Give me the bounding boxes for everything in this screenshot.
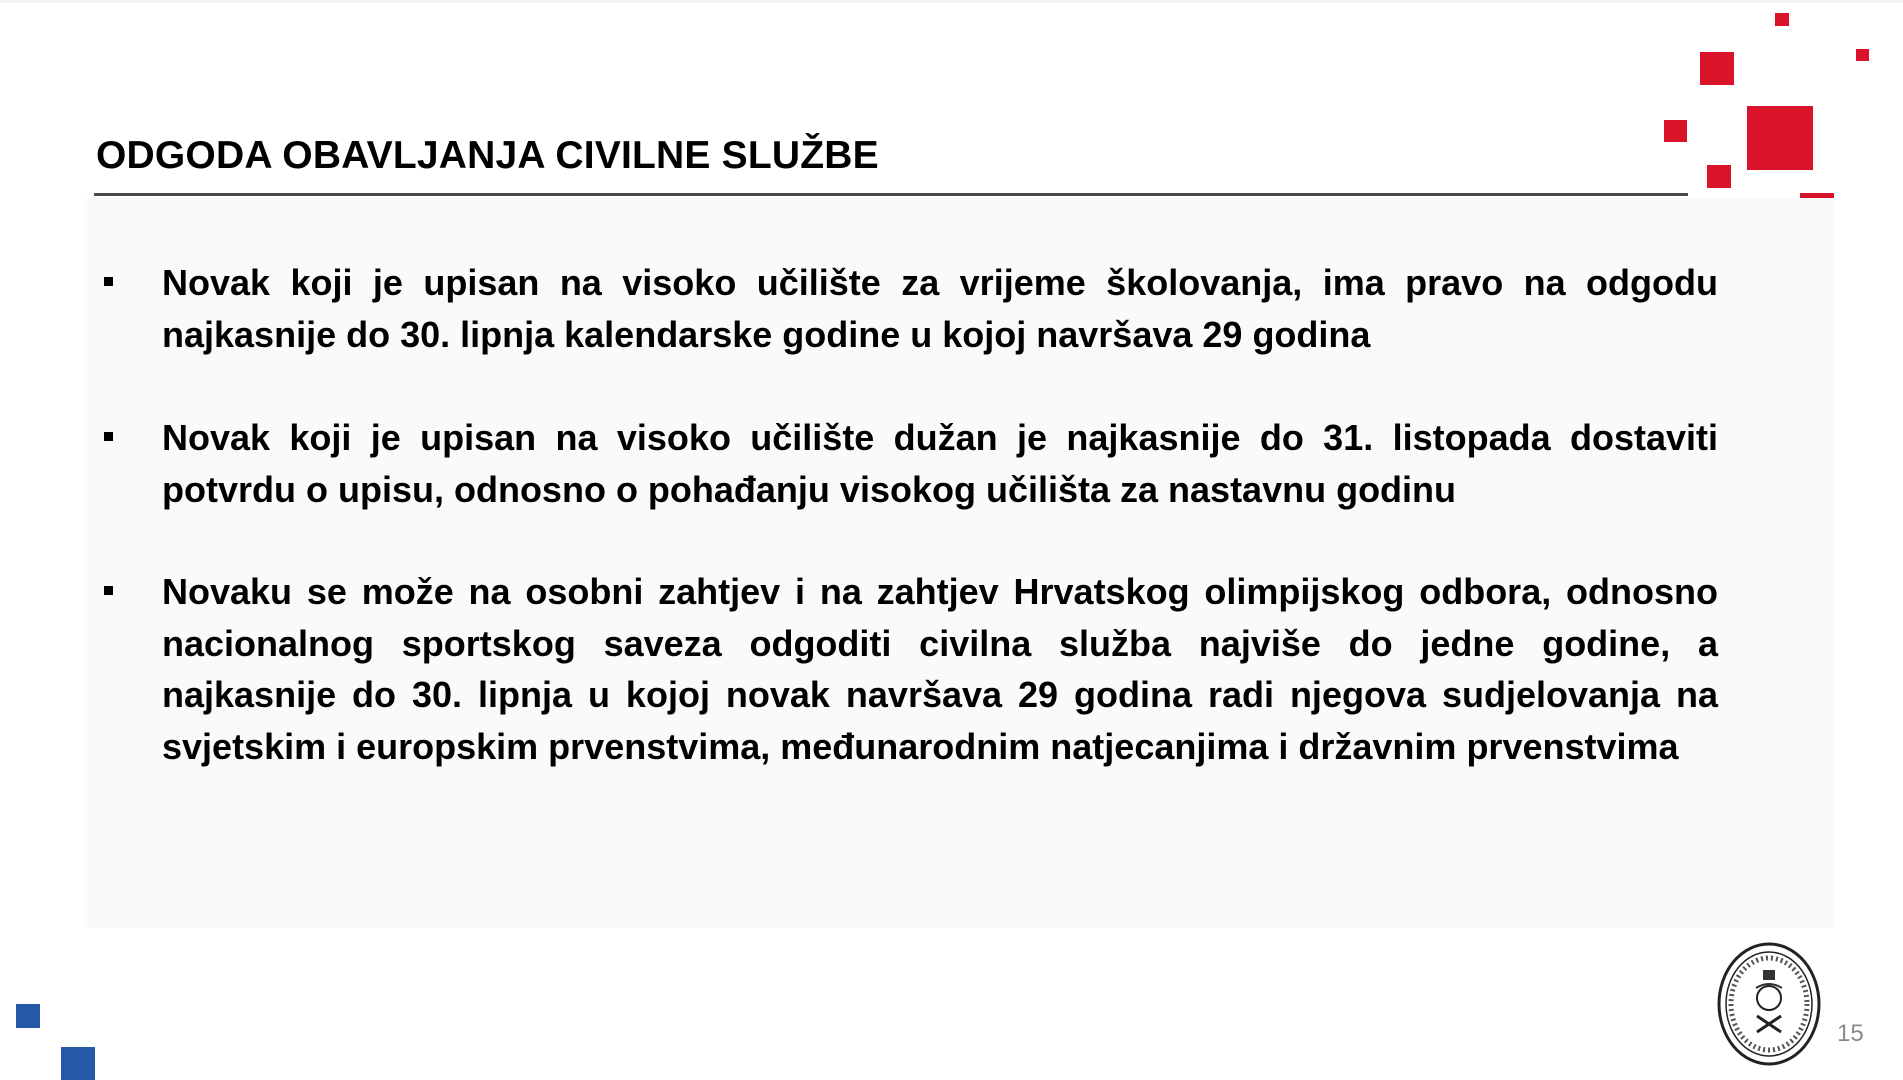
bullet-text: Novak koji je upisan na visoko učilište za vrijeme školovanja, ima pravo na odgodu najkasnije do 30. lipnja kalendarske godine u kojoj navršava 29 godina	[162, 262, 1718, 355]
university-seal-icon	[1716, 940, 1822, 1068]
page-number: 15	[1837, 1020, 1864, 1047]
blue-square	[16, 1004, 40, 1028]
red-square	[1700, 52, 1734, 85]
red-square	[1664, 120, 1687, 142]
bullet-square-icon	[104, 277, 113, 286]
content-panel	[84, 198, 1834, 928]
bullet-text: Novak koji je upisan na visoko učilište dužan je najkasnije do 31. listopada dostaviti potvrdu o upisu, odnosno o pohađanju visokog učilišta za nastavnu godinu	[162, 417, 1718, 510]
red-square	[1747, 106, 1813, 170]
red-square	[1707, 165, 1731, 188]
bullet-square-icon	[104, 586, 113, 595]
red-square	[1856, 49, 1869, 61]
bullet-text: Novaku se može na osobni zahtjev i na zahtjev Hrvatskog olimpijskog odbora, odnosno nacionalnog sportskog saveza odgoditi civilna služba najviše do jedne godine, a najkasnije do 30. lipnja u kojoj novak navršava 29 godina radi njegova sudjelovanja na svjetskim i europskim prvenstvima, međunarodnim natjecanjima i državnim prvenstvima	[162, 571, 1718, 767]
red-square	[1775, 13, 1789, 26]
top-edge	[0, 0, 1903, 3]
bullet-square-icon	[104, 432, 113, 441]
blue-square	[61, 1047, 95, 1080]
title-divider	[94, 193, 1688, 196]
slide-title: ODGODA OBAVLJANJA CIVILNE SLUŽBE	[96, 134, 879, 177]
